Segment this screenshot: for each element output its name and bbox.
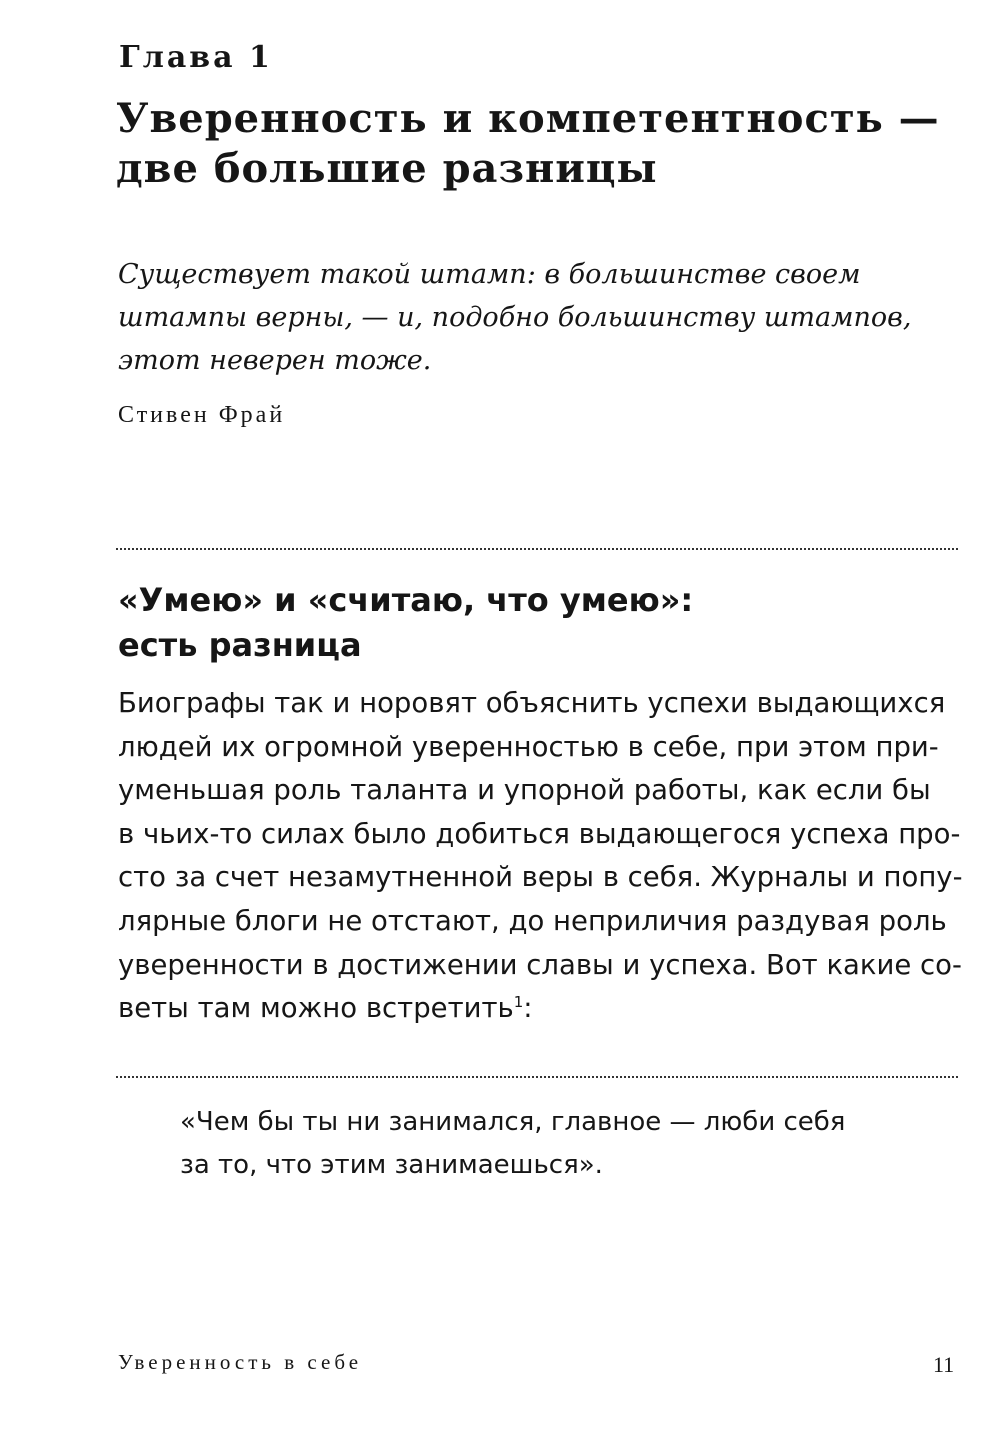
body-line: веты там можно встретить — [118, 992, 514, 1025]
chapter-title-line: Уверенность и компетентность — — [116, 95, 940, 142]
body-line: уверенности в достижении славы и успеха. Вот какие со- — [118, 948, 962, 981]
epigraph-line: этот неверен тоже. — [118, 345, 432, 376]
epigraph-author: Стивен Фрай — [118, 402, 286, 428]
body-line-last — [118, 987, 968, 1031]
page-number: 11 — [933, 1352, 955, 1377]
body-line: уменьшая роль таланта и упорной работы, как если бы — [118, 774, 931, 807]
footnote-marker[interactable]: 1 — [513, 993, 524, 1011]
chapter-label: Глава 1 — [119, 40, 273, 75]
running-footer-title: Уверенность в себе — [118, 1350, 363, 1374]
body-line: лярные блоги не отстают, до неприличия раздувая роль — [118, 904, 947, 937]
section-heading-line: «Умею» и «считаю, что умею»: — [118, 581, 694, 619]
epigraph-text — [118, 253, 958, 382]
section-heading-line: есть разница — [118, 626, 362, 664]
epigraph-line: Существует такой штамп: в большинстве своем — [118, 259, 861, 290]
epigraph-line: штампы верны, — и, подобно большинству штампов, — [118, 302, 912, 333]
quote-line: за то, что этим занимаешься». — [180, 1150, 603, 1180]
body-line: сто за счет незамутненной веры в себя. Журналы и попу- — [118, 861, 963, 894]
body-paragraph — [118, 682, 968, 1031]
body-line-end: : — [523, 992, 533, 1025]
quote-block — [180, 1101, 940, 1187]
body-line: в чьих-то силах было добиться выдающегося успеха про- — [118, 817, 961, 850]
quote-line: «Чем бы ты ни занимался, главное — люби себя — [180, 1107, 846, 1137]
body-line: людей их огромной уверенностью в себе, при этом при- — [118, 730, 939, 763]
section-heading — [118, 578, 978, 668]
dotted-divider — [116, 548, 958, 550]
chapter-title-line: две большие разницы — [116, 145, 658, 192]
chapter-title — [116, 94, 976, 194]
dotted-divider — [116, 1076, 958, 1078]
body-line: Биографы так и норовят объяснить успехи выдающихся — [118, 687, 946, 719]
